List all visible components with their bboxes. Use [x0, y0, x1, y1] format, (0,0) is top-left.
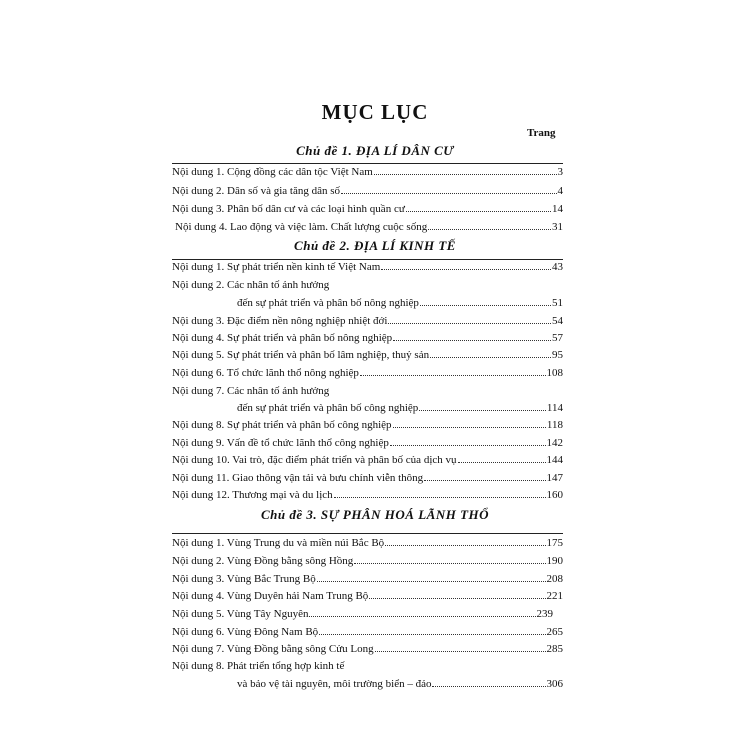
- toc-entry: [172, 259, 563, 276]
- toc-entry: [172, 571, 563, 588]
- toc-entry: [175, 219, 563, 236]
- toc-entry: [172, 641, 563, 658]
- entry-page: 142: [546, 437, 563, 449]
- leader-dots: [424, 479, 545, 481]
- entry-label: Nội dung 8. Sự phát triển và phân bố công nghiệp: [172, 419, 392, 431]
- toc-entry: [172, 624, 563, 641]
- toc-entry: [172, 347, 563, 364]
- entry-label: Nội dung 6. Tổ chức lãnh thổ nông nghiệp: [172, 367, 359, 379]
- entry-label: Nội dung 11. Giao thông vận tải và bưu chính viễn thông: [172, 472, 424, 484]
- toc-entry-continuation: [237, 400, 563, 417]
- toc-entry: [172, 277, 563, 294]
- entry-label: Nội dung 6. Vùng Đông Nam Bộ: [172, 626, 319, 638]
- entry-label: Nội dung 2. Vùng Đồng bằng sông Hồng: [172, 555, 354, 567]
- entry-label: Nội dung 3. Vùng Bắc Trung Bộ: [172, 573, 316, 585]
- leader-dots: [360, 374, 546, 376]
- leader-dots: [430, 356, 551, 358]
- leader-dots: [419, 409, 546, 411]
- entry-page: 144: [546, 454, 563, 466]
- entry-page: 208: [546, 573, 563, 585]
- entry-page: 147: [546, 472, 563, 484]
- entry-page: 306: [546, 678, 563, 690]
- leader-dots: [385, 544, 545, 546]
- toc-entry: [172, 164, 563, 181]
- entry-page: 175: [546, 537, 563, 549]
- entry-label: và bảo vệ tài nguyên, môi trường biển – đảo: [237, 678, 432, 690]
- entry-label: Nội dung 2. Các nhân tố ảnh hưởng: [172, 279, 330, 291]
- toc-entry: [172, 606, 553, 623]
- toc-entry: [172, 470, 563, 487]
- entry-page: 3: [557, 166, 563, 178]
- entry-page: 114: [546, 402, 563, 414]
- entry-label: Nội dung 2. Dân số và gia tăng dân số: [172, 185, 341, 197]
- leader-dots: [390, 444, 546, 446]
- toc-entry-continuation: [237, 676, 563, 693]
- toc-entry: [172, 553, 563, 570]
- entry-page: 108: [546, 367, 563, 379]
- entry-label: Nội dung 12. Thương mại và du lịch: [172, 489, 333, 501]
- entry-label: Nội dung 1. Vùng Trung du và miền núi Bắc Bộ: [172, 537, 385, 549]
- leader-dots: [374, 173, 557, 175]
- entry-label: Nội dung 8. Phát triển tổng hợp kinh tế: [172, 660, 345, 672]
- leader-dots: [428, 228, 551, 230]
- section-title: Chủ đề 3. SỰ PHÂN HOÁ LÃNH THỔ: [260, 507, 490, 522]
- entry-label: đến sự phát triển và phân bố công nghiệp: [237, 402, 419, 414]
- toc-entry: [172, 487, 563, 504]
- entry-page: 285: [546, 643, 563, 655]
- entry-page: 160: [546, 489, 563, 501]
- leader-dots: [309, 615, 535, 617]
- entry-label: Nội dung 4. Sự phát triển và phân bố nông nghiệp: [172, 332, 393, 344]
- leader-dots: [388, 322, 551, 324]
- leader-dots: [420, 304, 551, 306]
- leader-dots: [317, 580, 546, 582]
- entry-label: Nội dung 1. Sự phát triển nền kinh tế Việt Nam: [172, 261, 381, 273]
- entry-page: 118: [546, 419, 563, 431]
- toc-entry: [172, 383, 563, 400]
- leader-dots: [393, 339, 551, 341]
- leader-dots: [393, 426, 546, 428]
- toc-title: MỤC LỤC: [321, 100, 429, 124]
- toc-entry-continuation: [237, 295, 563, 312]
- toc-entry: [172, 452, 563, 469]
- leader-dots: [381, 268, 551, 270]
- toc-entry: [172, 588, 563, 605]
- toc-entry: [172, 313, 563, 330]
- entry-label: Nội dung 1. Cộng đồng các dân tộc Việt Nam: [172, 166, 373, 178]
- entry-page: 190: [546, 555, 563, 567]
- leader-dots: [432, 685, 545, 687]
- leader-dots: [369, 597, 545, 599]
- page-column-label: Trang: [527, 127, 556, 139]
- section-title: Chủ đề 2. ĐỊA LÍ KINH TẾ: [294, 238, 456, 253]
- entry-page: 95: [552, 349, 563, 361]
- entry-page: 31: [552, 221, 563, 233]
- leader-dots: [341, 192, 556, 194]
- entry-page: 57: [552, 332, 563, 344]
- section-divider: [172, 533, 563, 534]
- toc-entry: [172, 417, 563, 434]
- entry-label: Nội dung 9. Vấn đề tổ chức lãnh thổ công nghiệp: [172, 437, 389, 449]
- toc-entry: [172, 183, 563, 200]
- leader-dots: [406, 210, 551, 212]
- toc-entry: [172, 435, 563, 452]
- entry-page: 265: [546, 626, 563, 638]
- entry-label: Nội dung 5. Sự phát triển và phân bố lâm nghiệp, thuỷ sản: [172, 349, 430, 361]
- toc-entry: [172, 535, 563, 552]
- entry-page: 221: [546, 590, 563, 602]
- toc-entry: [172, 201, 563, 218]
- entry-label: Nội dung 3. Đặc điểm nền nông nghiệp nhiệt đới: [172, 315, 388, 327]
- entry-label: Nội dung 10. Vai trò, đặc điểm phát triển và phân bố của dịch vụ: [172, 454, 457, 466]
- entry-label: Nội dung 7. Các nhân tố ảnh hưởng: [172, 385, 330, 397]
- entry-page: 54: [552, 315, 563, 327]
- entry-label: Nội dung 4. Lao động và việc làm. Chất lượng cuộc sống: [175, 221, 428, 233]
- entry-page: 51: [552, 297, 563, 309]
- leader-dots: [319, 633, 545, 635]
- toc-entry: [172, 658, 563, 675]
- entry-page: 43: [552, 261, 563, 273]
- entry-label: đến sự phát triển và phân bố nông nghiệp: [237, 297, 419, 309]
- section-title: Chủ đề 1. ĐỊA LÍ DÂN CƯ: [296, 143, 454, 158]
- leader-dots: [354, 562, 545, 564]
- toc-entry: [172, 330, 563, 347]
- leader-dots: [458, 461, 546, 463]
- entry-label: Nội dung 5. Vùng Tây Nguyên: [172, 608, 309, 620]
- leader-dots: [334, 496, 546, 498]
- entry-page: 239: [536, 608, 553, 620]
- entry-page: 14: [552, 203, 563, 215]
- entry-label: Nội dung 3. Phân bố dân cư và các loại hình quần cư: [172, 203, 405, 215]
- leader-dots: [375, 650, 546, 652]
- entry-label: Nội dung 7. Vùng Đồng bằng sông Cửu Long: [172, 643, 374, 655]
- toc-entry: [172, 365, 563, 382]
- entry-label: Nội dung 4. Vùng Duyên hải Nam Trung Bộ: [172, 590, 369, 602]
- entry-page: 4: [557, 185, 563, 197]
